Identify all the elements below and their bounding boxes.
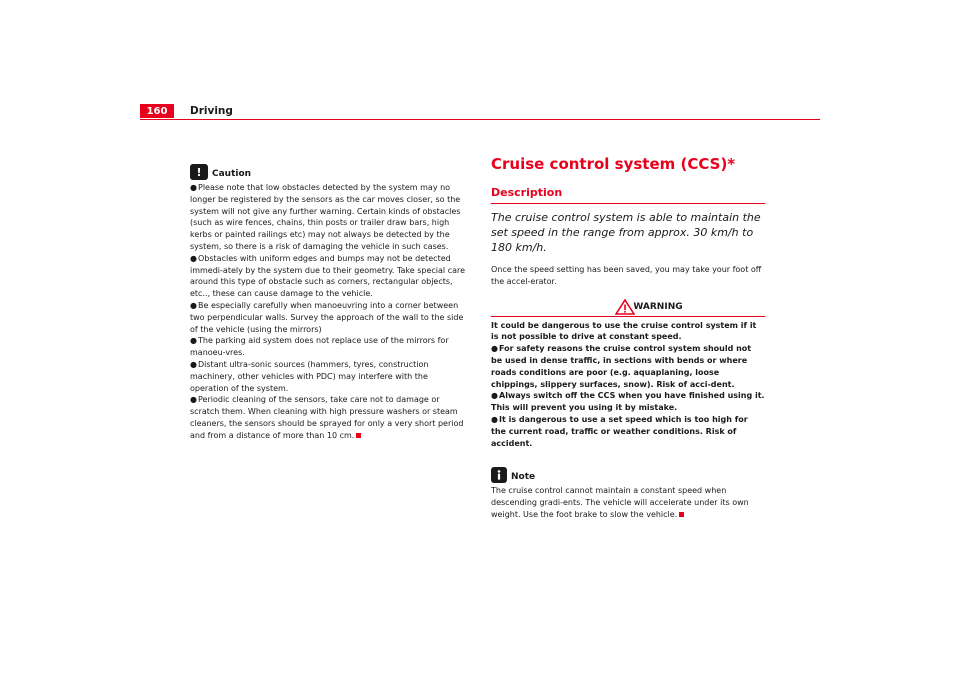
page-number: 160 — [140, 104, 174, 118]
warning-label: WARNING — [633, 301, 683, 312]
note-header — [491, 463, 765, 483]
left-column — [190, 160, 466, 442]
end-marker-icon — [356, 433, 361, 438]
bullet-icon: ● — [190, 359, 197, 369]
running-header: Driving — [190, 105, 233, 117]
caution-item: ●Please note that low obstacles detected by the system may no longer be registered by the sensors as the car moves closer, so the system will not give any further warning. Certain kinds of obstacles (such as wire fences, chains, thin posts or trailer draw bars, high kerbs or painted railings etc) may not always be detected by the system, so there is a risk of damaging the vehicle in such cases. — [190, 183, 461, 251]
bullet-icon: ● — [190, 300, 197, 310]
header-rule — [140, 119, 820, 120]
bullet-icon: ● — [190, 253, 197, 263]
warning-item: ●For safety reasons the cruise control system should not be used in dense traffic, in sections with bends or where roads conditions are poor (e.g. aquaplaning, loose chippings, slippery surfaces, snow). Risk of acci-dent. — [491, 344, 752, 389]
warning-box — [491, 299, 765, 450]
note-text: The cruise control cannot maintain a constant speed when descending gradi-ents. The vehicle will accelerate under its own weight. Use the foot brake to slow the vehicle. — [491, 486, 749, 519]
bullet-icon: ● — [190, 336, 197, 346]
bullet-icon: ● — [190, 395, 197, 405]
warning-item: ●It is dangerous to use a set speed which is too high for the current road, traffic or weather conditions. Risk of accident. — [491, 414, 748, 448]
caution-item: ●Be especially carefully when manoeuvring into a corner between two perpendicular walls. Survey the approach of the wall to the side of the vehicle (using the mirrors) — [190, 300, 464, 334]
lead-text: The cruise control system is able to maintain the set speed in the range from approx. 30 km/h to 180 km/h. — [491, 211, 761, 254]
note-block — [491, 463, 765, 520]
right-column — [491, 155, 765, 521]
note-label: Note — [511, 472, 536, 483]
subsection-rule — [491, 203, 765, 204]
exclamation-icon: ! — [190, 164, 208, 180]
end-marker-icon — [679, 512, 684, 517]
bullet-icon: ● — [491, 414, 498, 424]
bullet-icon: ● — [190, 183, 197, 192]
bullet-icon: ● — [491, 391, 498, 401]
section-title: Cruise control system (CCS)* — [491, 155, 736, 173]
caution-header — [190, 160, 466, 180]
caution-label: Caution — [212, 169, 252, 179]
caution-item: ●Obstacles with uniform edges and bumps may not be detected immedi-ately by the system due to their geometry. Take special care around this type of obstacle such as corners, rectangular objects, etc.., these can cause damage to the vehicle. — [190, 253, 466, 299]
warning-item: ●Always switch off the CCS when you have finished using it. This will prevent you using it by mistake. — [491, 391, 765, 413]
warning-rule — [491, 316, 765, 317]
caution-item: ●Periodic cleaning of the sensors, take care not to damage or scratch them. When cleaning with high pressure washers or steam cleaners, the sensors should be sprayed for only a very short period and from a distance of more than 10 cm. — [190, 395, 464, 440]
subsection-title: Description — [491, 186, 563, 199]
bullet-icon: ● — [491, 344, 498, 354]
intro-text: Once the speed setting has been saved, you may take your foot off the accel-erator. — [491, 265, 762, 286]
caution-item: ●The parking aid system does not replace use of the mirrors for manoeu-vres. — [190, 336, 449, 358]
warning-text: It could be dangerous to use the cruise control system if it is not possible to drive at constant speed. — [491, 320, 757, 342]
info-icon — [491, 467, 507, 483]
caution-item: ●Distant ultra-sonic sources (hammers, tyres, construction machinery, other vehicles with PDC) may interfere with the operation of the system. — [190, 359, 429, 393]
